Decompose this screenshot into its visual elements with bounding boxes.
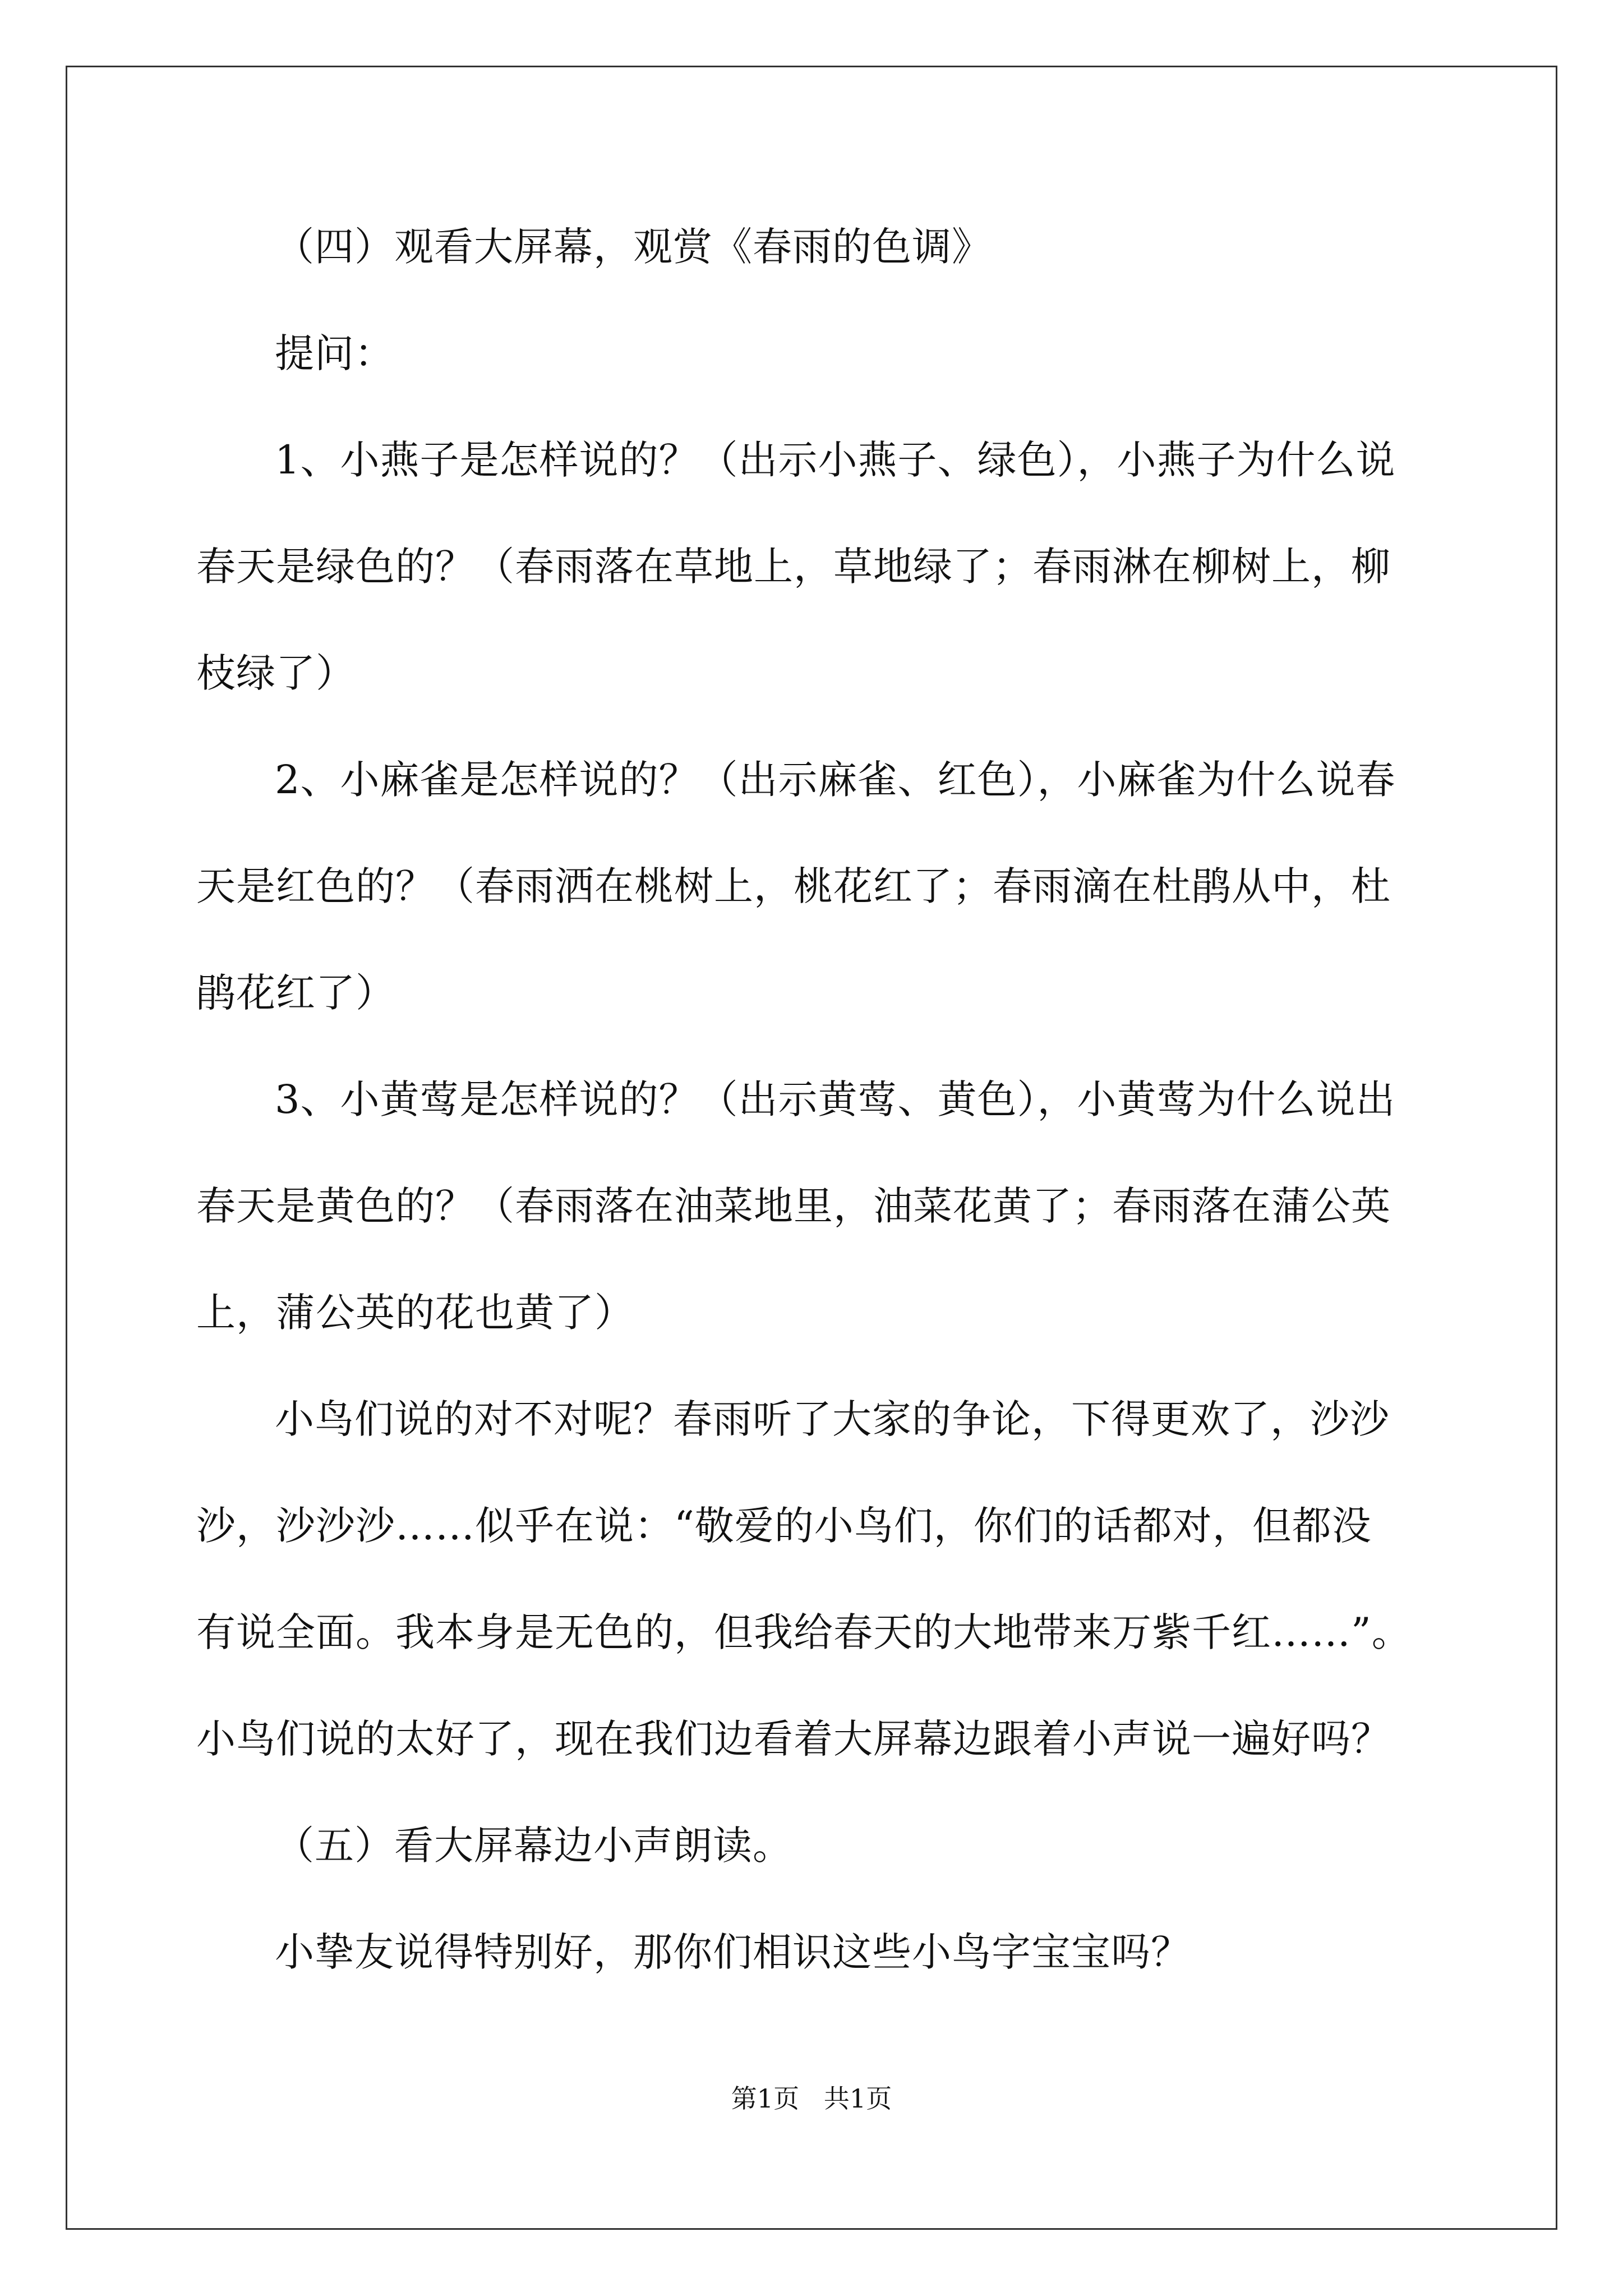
page-footer: 第1页 共1页 xyxy=(731,2083,892,2114)
section-heading-4: （四）观看大屏幕，观赏《春雨的色调》 xyxy=(275,224,992,270)
section-heading-5: （五）看大屏幕边小声朗读。 xyxy=(275,1823,792,1869)
paragraph-line: 有说全面。我本身是无色的，但我给春天的大地带来万紫千红……”。 xyxy=(196,1609,1412,1655)
paragraph-line: 枝绿了） xyxy=(196,650,356,696)
paragraph-line: 2、小麻雀是怎样说的？（出示麻雀、红色），小麻雀为什么说春 xyxy=(275,757,1396,803)
paragraph-line: 上，蒲公英的花也黄了） xyxy=(196,1290,634,1336)
paragraph-line: 天是红色的？（春雨洒在桃树上，桃花红了；春雨滴在杜鹃从中，杜 xyxy=(196,863,1391,909)
paragraph-line: 小鸟们说的对不对呢？春雨听了大家的争论，下得更欢了，沙沙 xyxy=(275,1396,1390,1442)
paragraph-line: 1、小燕子是怎样说的？（出示小燕子、绿色），小燕子为什么说 xyxy=(275,437,1396,483)
paragraph-line: 3、小黄莺是怎样说的？（出示黄莺、黄色），小黄莺为什么说出 xyxy=(275,1076,1396,1122)
paragraph-line: 春天是黄色的？（春雨落在油菜地里，油菜花黄了；春雨落在蒲公英 xyxy=(196,1183,1391,1229)
paragraph-line: 沙，沙沙沙……似乎在说：“敬爱的小鸟们，你们的话都对，但都没 xyxy=(196,1503,1372,1549)
paragraph-line: 春天是绿色的？（春雨落在草地上，草地绿了；春雨淋在柳树上，柳 xyxy=(196,544,1391,590)
paragraph-line: 小挚友说得特别好，那你们相识这些小鸟字宝宝吗？ xyxy=(275,1929,1191,1975)
paragraph-line: 小鸟们说的太好了，现在我们边看着大屏幕边跟着小声说一遍好吗？ xyxy=(196,1716,1391,1762)
question-intro: 提问： xyxy=(275,330,394,376)
paragraph-line: 鹃花红了） xyxy=(196,970,395,1016)
page-border xyxy=(66,66,1557,2230)
